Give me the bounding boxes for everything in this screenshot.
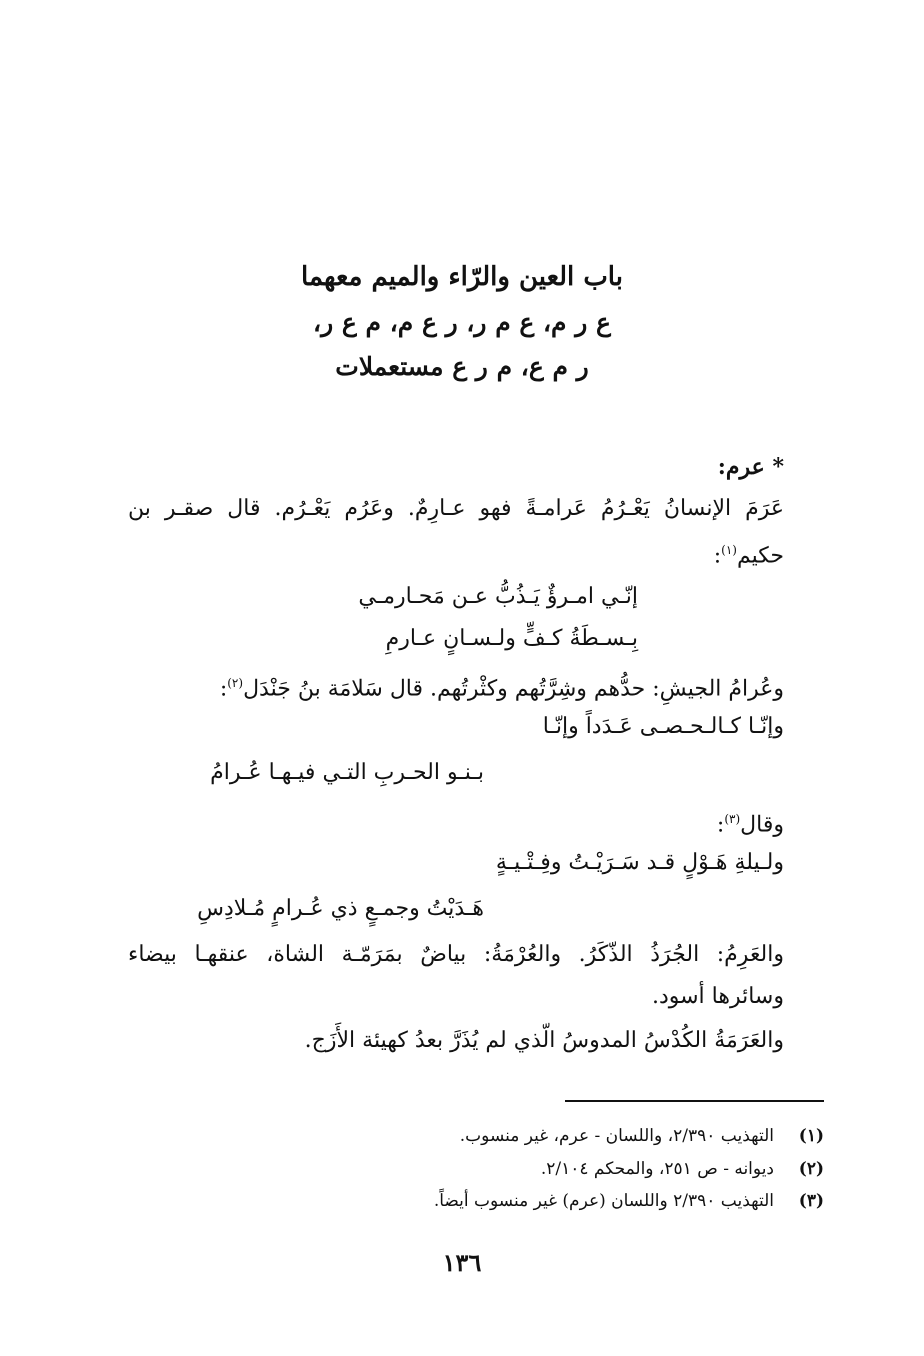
verse-1-first: إنّـي امـرؤٌ يَـذُبُّ عـن مَحـارمـي	[358, 584, 638, 609]
text-line-7: والعَرَمَةُ الكُدْسُ المدوسُ الّذي لم يُذَرَّ بعدُ كهيئة الأَزَج.	[304, 1028, 784, 1053]
text-line-4: وقال$^{(٣)}$:	[716, 812, 784, 838]
text-line-3: وعُرامُ الجيشِ: حدُّهم وشِرَّتُهم وكثْرتُهم. قال سَلامَة بنُ جَنْدَل$^{(٢)}$:	[219, 676, 784, 702]
verse-1-second: بِـسـطَةُ كـفٍّ ولـسـانٍ عـارمِ	[385, 626, 638, 651]
footnote-ref-3: (٣)	[724, 812, 741, 826]
footnote-ref-2: (٢)	[227, 676, 244, 690]
text-line-2: حكيم$^{(١)}$:	[713, 543, 784, 569]
footnote-2: (٢)ديوانه - ص ٢٥١، والمحكم ٢/١٠٤.	[540, 1159, 824, 1179]
text-line-1: عَرَمَ الإنسانُ يَعْـرُمُ عَرامـةً فهو عـارِمٌ. وعَرُم يَعْـرُم. قال صقـر بن	[128, 496, 784, 521]
footnote-1: (١)التهذيب ٢/٣٩٠، واللسان - عرم، غير منسوب.	[459, 1126, 824, 1146]
text-line-6: وسائرها أسود.	[651, 984, 784, 1009]
verse-2-second: بـنـو الحـربِ التـي فيـهـا عُـرامُ	[210, 760, 484, 785]
page-number: ١٣٦	[442, 1248, 482, 1277]
footnote-ref-1: (١)	[721, 543, 737, 557]
entry-star-icon: *	[772, 454, 784, 480]
verse-3-first: ولـيلةِ هَـوْلٍ قـد سَـرَيْـتُ وفِـتْـيـةٍ	[495, 850, 784, 875]
chapter-title: باب العين والرّاء والميم معهما	[301, 262, 623, 292]
entry-headword: عرم:	[717, 454, 765, 480]
chapter-roots: ع ر م، ع م ر، ر ع م، م ع ر،	[313, 308, 611, 337]
verse-2-first: وإنّـا كـالـحـصـى عَـدَداً وإنّـا	[542, 714, 784, 739]
verse-3-second: هَـدَيْتُ وجمـعٍ ذي عُـرامٍ مُـلادِسِ	[197, 896, 484, 921]
entry-heading	[718, 452, 784, 482]
text-line-5: والعَرِمُ: الجُرَذُ الذّكَرُ. والعُرْمَةُ: بياضٌ بمَرَمّـة الشاة، عنقهـا بيضاء	[128, 942, 784, 967]
chapter-roots-used: ر م ع، م ر ع مستعملات	[335, 352, 589, 381]
footnote-divider	[565, 1100, 824, 1102]
footnote-3: (٣)التهذيب ٢/٣٩٠ واللسان (عرم) غير منسوب أيضاً.	[433, 1191, 824, 1211]
